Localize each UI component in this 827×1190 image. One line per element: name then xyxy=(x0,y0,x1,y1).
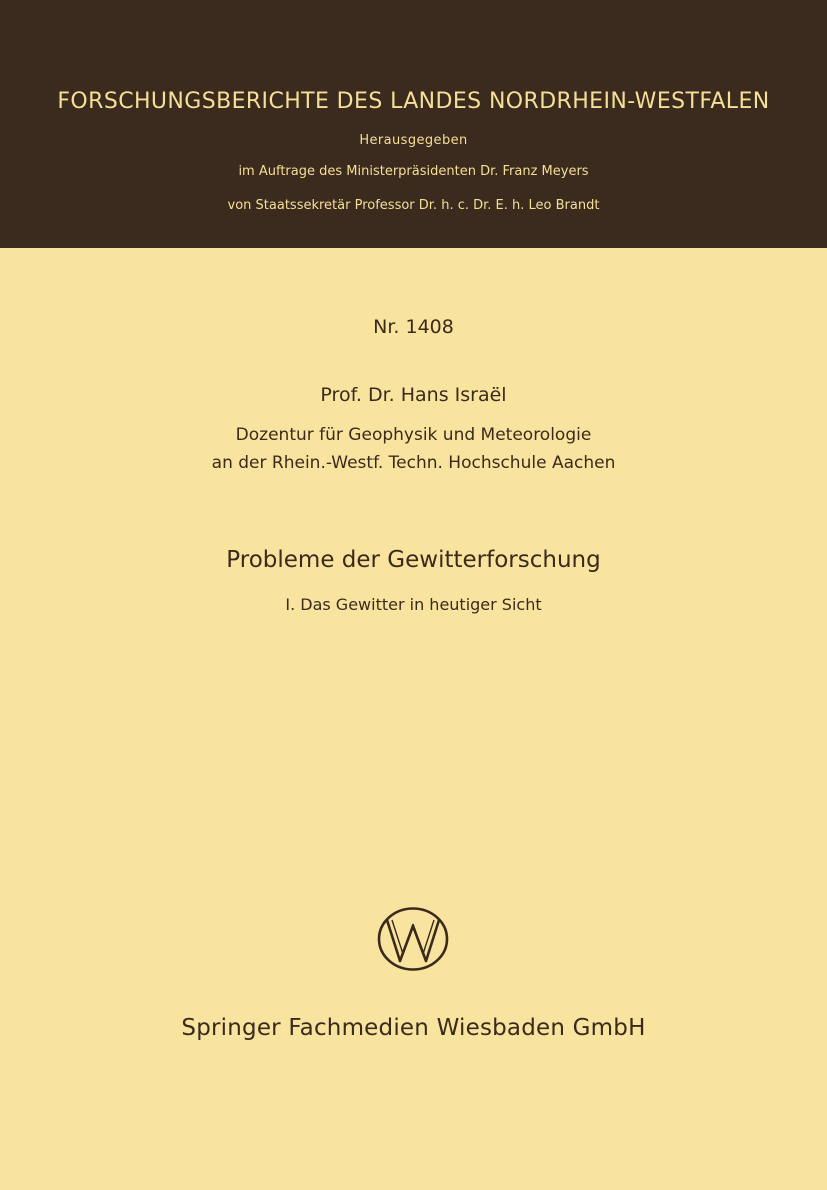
author-name: Prof. Dr. Hans Israël xyxy=(320,384,507,406)
book-title: Probleme der Gewitterforschung xyxy=(226,547,601,573)
publisher-w-logo-icon xyxy=(376,906,450,972)
editor-line-secretary: von Staatssekretär Professor Dr. h. c. Dr. E. h. Leo Brandt xyxy=(227,198,600,213)
editor-line-commission: im Auftrage des Ministerpräsidenten Dr. Franz Meyers xyxy=(238,164,589,179)
editor-heading: Herausgegeben xyxy=(359,133,468,148)
book-subtitle: I. Das Gewitter in heutiger Sicht xyxy=(285,595,542,614)
report-number: Nr. 1408 xyxy=(373,316,454,338)
series-title: FORSCHUNGSBERICHTE DES LANDES NORDRHEIN-WESTFALEN xyxy=(57,89,770,114)
publisher-name: Springer Fachmedien Wiesbaden GmbH xyxy=(181,1015,646,1041)
author-affiliation-line-2: an der Rhein.-Westf. Techn. Hochschule Aachen xyxy=(211,453,616,473)
author-affiliation-line-1: Dozentur für Geophysik und Meteorologie xyxy=(235,425,592,445)
